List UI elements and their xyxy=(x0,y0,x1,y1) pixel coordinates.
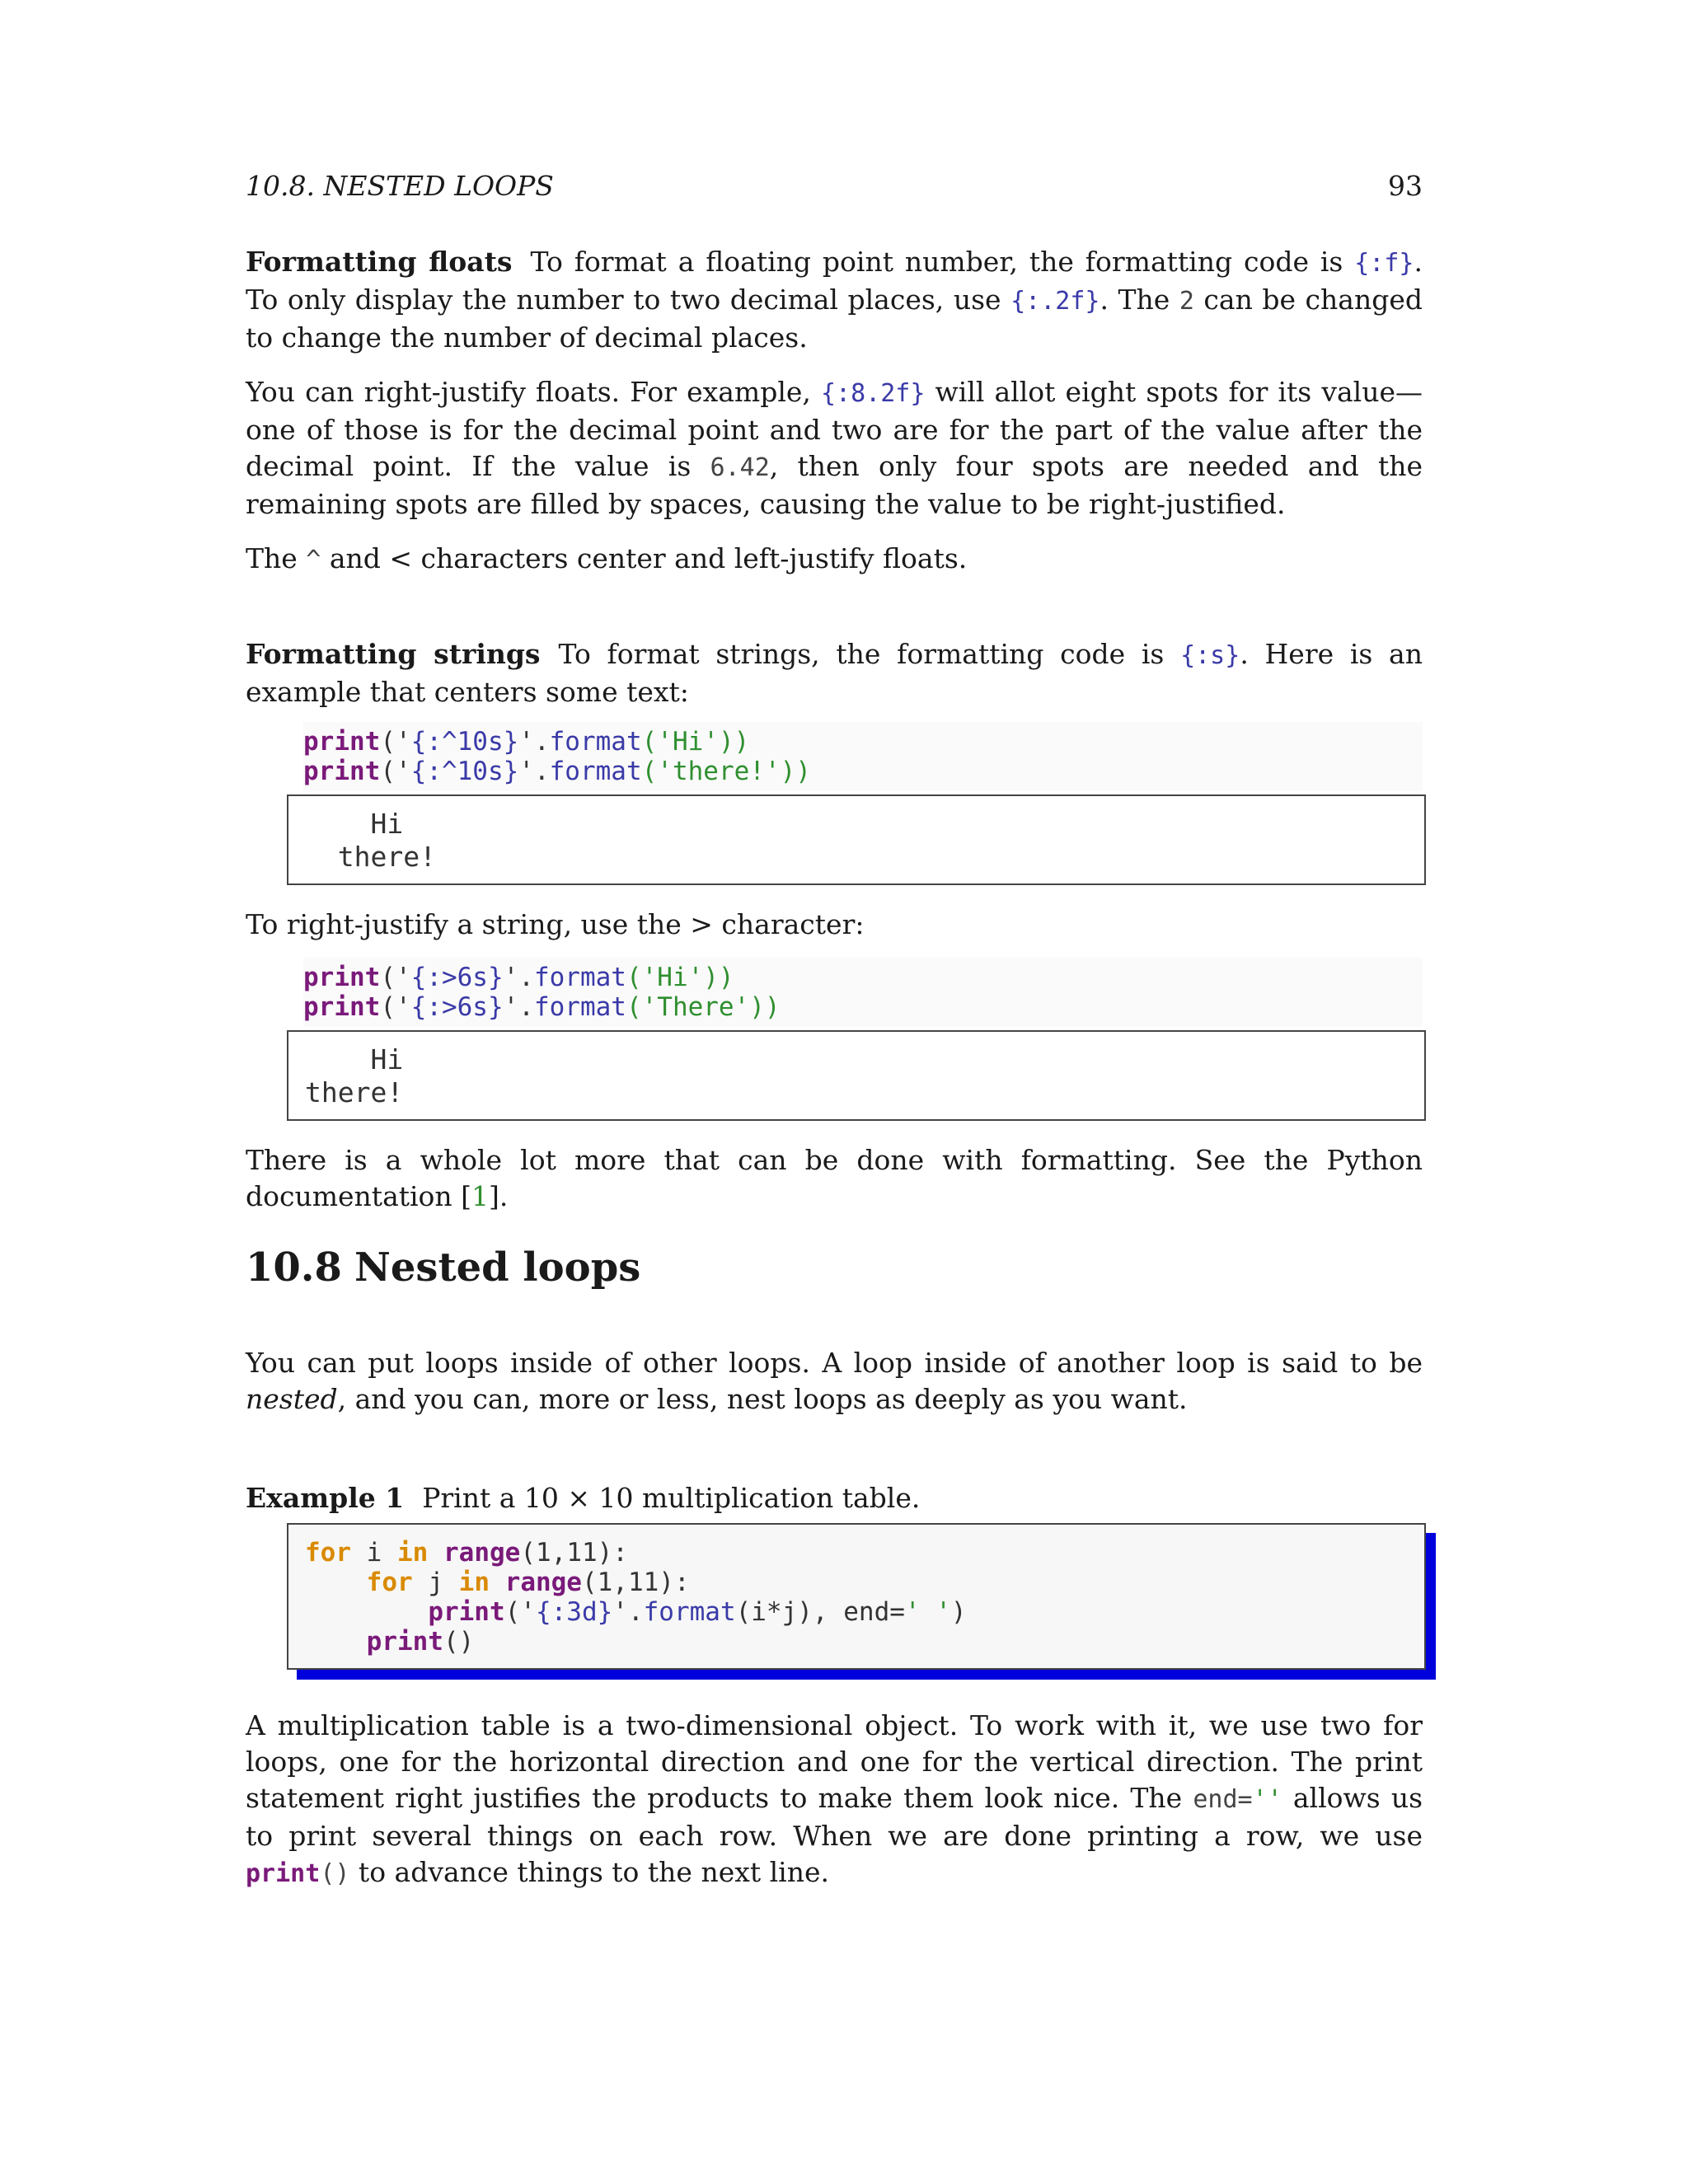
floats-paragraph-2: You can right-justify floats. For example, {:8.2f} will allot eight spots for its value—one of those is for the decimal point and two are for the part of the value after the decimal point. If the value is 6.42, then only four spots are needed and the remaining spots are filled by spaces, causing the value to be right-justified. xyxy=(246,376,1423,520)
output-box-right: Hi there! xyxy=(287,1030,1426,1121)
code-line: print('{:3d}'.format(i*j), end=' ') xyxy=(428,1597,967,1627)
code-line: print('{:>6s}'.format('There')) xyxy=(303,992,781,1022)
inline-code: 6.42 xyxy=(710,453,770,482)
page-number: 93 xyxy=(1388,170,1423,202)
inline-code: {:8.2f} xyxy=(820,379,926,408)
strings-section xyxy=(246,636,1423,710)
inline-code: ^ xyxy=(306,546,321,574)
inline-code: '' xyxy=(1252,1785,1282,1814)
strings-runin-heading: Formatting strings xyxy=(246,638,541,670)
section-intro xyxy=(246,1345,1423,1418)
strings-paragraph-2-wrap xyxy=(246,907,1423,943)
section-paragraph-1: You can put loops inside of other loops. A loop inside of another loop is said to be nested, and you can, more or less, nest loops as deeply as you want. xyxy=(246,1347,1423,1415)
example-caption-text: Print a 10 × 10 multiplication table. xyxy=(422,1482,921,1514)
inline-code: () xyxy=(320,1859,350,1888)
example-explanation xyxy=(246,1708,1423,1892)
floats-paragraph-1: Formatting floats To format a floating point number, the formatting code is {:f}. To only display the number to two decimal places, use {:.2f}. The 2 can be changed to change the number of decimal places. xyxy=(246,246,1423,354)
inline-code: print xyxy=(246,1859,321,1888)
code-line: for i in range(1,11): xyxy=(305,1538,628,1568)
code-line: print() xyxy=(366,1627,475,1657)
section-number: 10.8 xyxy=(246,1244,342,1291)
code-line: print('{:^10s}'.format('there!')) xyxy=(303,757,811,786)
strings-paragraph-3: There is a whole lot more that can be done with formatting. See the Python documentation [1]. xyxy=(246,1144,1423,1212)
strings-paragraph-3-wrap xyxy=(246,1142,1423,1215)
example-paragraph: A multiplication table is a two-dimensional object. To work with it, we use two for loops, one for the horizontal direction and one for the vertical direction. The print statement right justifies the products to make them look nice. The end='' allows us to print several things on each row. When we are done printing a row, we use print() to advance things to the next line. xyxy=(246,1709,1423,1888)
section-heading xyxy=(246,1244,1423,1291)
inline-code: 2 xyxy=(1179,287,1194,316)
example-code-frame xyxy=(287,1523,1436,1680)
code-line: print('{:>6s}'.format('Hi')) xyxy=(303,963,734,992)
strings-paragraph-2: To right-justify a string, use the > character: xyxy=(246,908,865,940)
example-label: Example 1 xyxy=(246,1482,405,1514)
code-line: for j in range(1,11): xyxy=(366,1568,690,1597)
section-title: Nested loops xyxy=(354,1244,641,1291)
citation-link[interactable]: 1 xyxy=(471,1180,490,1212)
floats-runin-heading: Formatting floats xyxy=(246,246,513,278)
inline-code: {:.2f} xyxy=(1010,287,1100,316)
example-code-listing xyxy=(287,1523,1426,1670)
output-box-center: Hi there! xyxy=(287,794,1426,885)
chapter-heading: 10.8. NESTED LOOPS xyxy=(246,170,554,202)
code-listing-right xyxy=(303,958,1423,1027)
inline-code: {:s} xyxy=(1180,641,1240,670)
code-listing-center xyxy=(303,722,1423,791)
strings-paragraph-1: Formatting strings To format strings, the formatting code is {:s}. Here is an example that centers some text: xyxy=(246,638,1423,708)
inline-code: {:f} xyxy=(1354,249,1414,278)
example-caption xyxy=(246,1480,1423,1516)
code-line: print('{:^10s}'.format('Hi')) xyxy=(303,727,750,757)
floats-paragraph-3: The ^ and < characters center and left-justify floats. xyxy=(246,542,968,574)
running-header xyxy=(246,170,1423,202)
inline-code: end= xyxy=(1193,1785,1253,1814)
floats-section xyxy=(246,244,1423,579)
